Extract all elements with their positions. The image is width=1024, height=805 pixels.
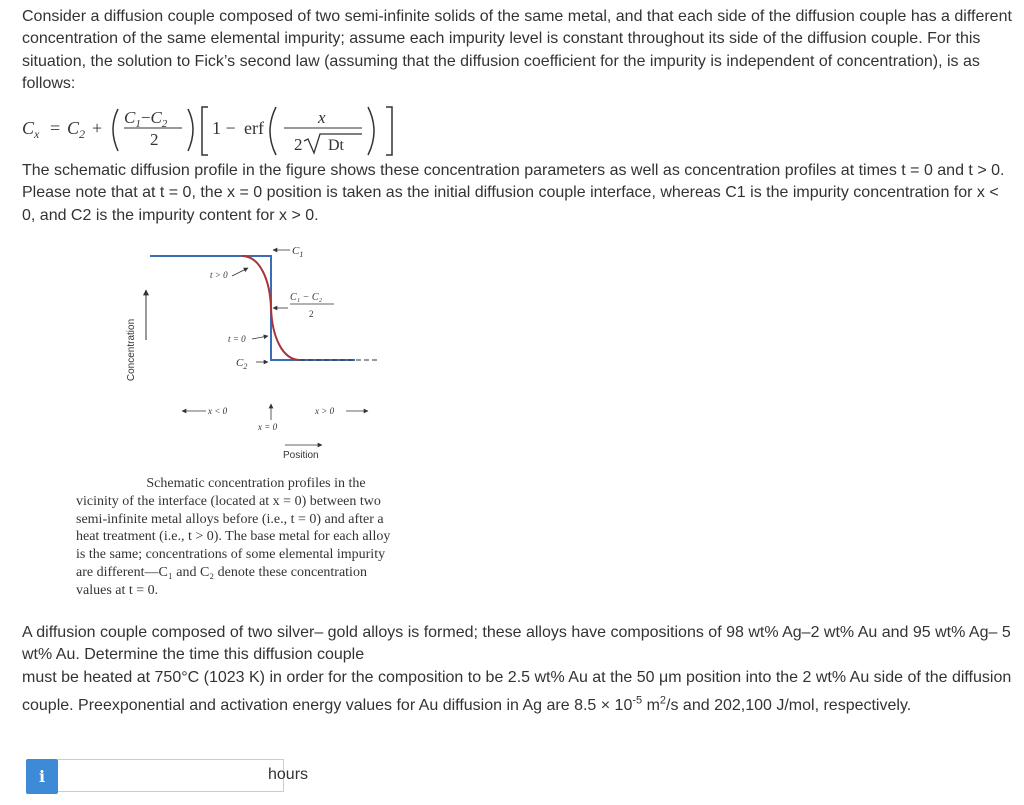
t-zero-label: t = 0 <box>228 334 246 344</box>
figure-caption <box>76 475 436 600</box>
fick-solution-equation <box>22 101 442 159</box>
problem-line-1: A diffusion couple composed of two silver– gold alloys is formed; these alloys have compositions of 98 wt% Ag–2 wt% Au and 95 wt% Ag– 5 wt% Au. Determine the time this diffusion couple <box>22 624 1011 664</box>
concentration-profile-figure <box>110 240 410 472</box>
x-axis-label: Position <box>283 450 319 461</box>
eq-lbracket <box>202 107 208 155</box>
eq-c2: $C_2$ <box>67 118 86 141</box>
t-pos-arrow <box>232 268 248 276</box>
caption-line: semi-infinite metal alloys before (i.e., t = 0) and after a <box>76 511 384 527</box>
eq-plus: + <box>92 118 103 138</box>
problem-line-2: must be heated at 750°C (1023 K) in order for the composition to be 2.5 wt% Au at the 50 μm position into the 2 wt% Au side of the diffusion couple. Preexponential and activation energy values for Au diffusion in Ag are $8.5 \times 10^{-5}$ $m^2/s$ and 202,100 J/mol, respectively. <box>22 668 1012 714</box>
t-zero-arrow <box>252 336 268 339</box>
caption-line: is the same; concentrations of some elemental impurity <box>76 547 386 563</box>
caption-line: values at t = 0. <box>76 582 159 598</box>
intro-paragraph: Consider a diffusion couple composed of two semi-infinite solids of the same metal, and that each side of the diffusion couple has a different concentration of the same elemental impurity; assume each impurity level is constant throughout its side of the diffusion couple. For this situation, the solution to Fick’s second law (assuming that the diffusion coefficient for the impurity is independent of concentration), is as follows: <box>22 8 1012 93</box>
eq-rparen-2 <box>368 107 374 155</box>
eq-cx: $C_x$ <box>22 118 40 141</box>
mid-den-label: 2 <box>309 309 314 319</box>
caption-line: are different—C₁ and C₂ denote these concentration <box>76 564 367 580</box>
unit-label: hours <box>268 766 309 783</box>
mid-num-label: C₁ − C₂ <box>290 292 323 303</box>
y-axis-label: Concentration <box>126 318 137 382</box>
c2-label: $C_2$ <box>236 357 248 371</box>
c1-label: $C_1$ <box>292 245 304 259</box>
eq-rparen-1 <box>188 109 193 151</box>
caption-line: heat treatment (i.e., t > 0). The base metal for each alloy <box>76 529 391 545</box>
answer-row <box>26 759 426 795</box>
profile-t0-blue <box>150 256 355 360</box>
info-icon[interactable]: i <box>26 759 58 794</box>
eq-dt: Dt <box>328 137 344 154</box>
x-neg-label: x < 0 <box>208 406 228 416</box>
x-zero-label: x = 0 <box>258 422 278 432</box>
eq-den-2: 2 <box>294 135 303 154</box>
t-pos-label: t > 0 <box>210 270 228 280</box>
eq-frac-den: 2 <box>150 130 159 149</box>
x-pos-label: x > 0 <box>315 406 335 416</box>
eq-x: x <box>318 108 326 127</box>
eq-one-minus: 1 − <box>212 118 236 138</box>
eq-lparen-1 <box>113 109 118 151</box>
caption-line: Schematic concentration profiles in the <box>146 476 366 491</box>
caption-line: vicinity of the interface (located at x = 0) between two <box>76 493 381 509</box>
answer-input[interactable] <box>58 759 284 792</box>
schematic-paragraph: The schematic diffusion profile in the figure shows these concentration parameters as well as concentration profiles at times t = 0 and t > 0. Please note that at t = 0, the x = 0 position is taken as the initial diffusion couple interface, whereas C1 is the impurity concentration for x < 0, and C2 is the impurity content for x > 0. <box>22 162 1005 224</box>
eq-erf: erf <box>244 118 264 138</box>
eq-frac-num: $C_1-C_2$ <box>124 108 168 130</box>
problem-statement <box>22 622 1012 717</box>
eq-equals: = <box>50 118 61 138</box>
eq-lparen-2 <box>270 107 276 155</box>
eq-rbracket <box>386 107 392 155</box>
